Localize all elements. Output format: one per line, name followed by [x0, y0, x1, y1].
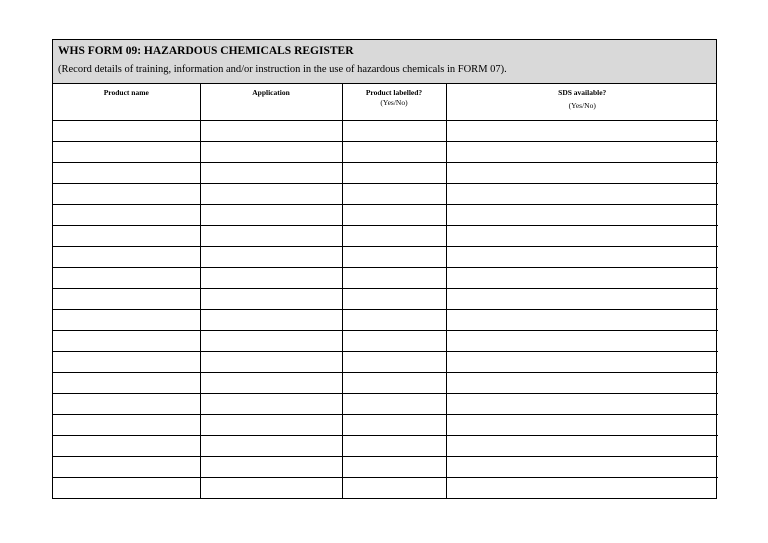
- application-cell[interactable]: [200, 372, 342, 393]
- product-labelled-cell[interactable]: [342, 141, 446, 162]
- table-row: [53, 225, 718, 246]
- product-labelled-cell[interactable]: [342, 183, 446, 204]
- product-labelled-cell[interactable]: [342, 393, 446, 414]
- product-labelled-cell[interactable]: [342, 477, 446, 498]
- sds-available-cell[interactable]: [446, 330, 718, 351]
- product-name-cell[interactable]: [53, 330, 200, 351]
- sds-available-cell[interactable]: [446, 183, 718, 204]
- table-row: [53, 477, 718, 498]
- application-cell[interactable]: [200, 456, 342, 477]
- product-name-cell[interactable]: [53, 456, 200, 477]
- register-table: [53, 84, 718, 498]
- table-row: [53, 204, 718, 225]
- table-row: [53, 330, 718, 351]
- table-row: [53, 372, 718, 393]
- table-row: [53, 162, 718, 183]
- product-labelled-cell[interactable]: [342, 225, 446, 246]
- sds-available-cell[interactable]: [446, 162, 718, 183]
- product-name-cell[interactable]: [53, 309, 200, 330]
- product-name-cell[interactable]: [53, 435, 200, 456]
- table-row: [53, 309, 718, 330]
- product-name-cell[interactable]: [53, 183, 200, 204]
- product-labelled-cell[interactable]: [342, 330, 446, 351]
- sds-available-cell[interactable]: [446, 414, 718, 435]
- sds-available-cell[interactable]: [446, 267, 718, 288]
- form-header: [53, 40, 716, 84]
- column-header-application: [200, 84, 342, 120]
- product-name-cell[interactable]: [53, 141, 200, 162]
- table-row: [53, 288, 718, 309]
- application-cell[interactable]: [200, 162, 342, 183]
- application-cell[interactable]: [200, 183, 342, 204]
- sds-available-cell[interactable]: [446, 351, 718, 372]
- application-cell[interactable]: [200, 477, 342, 498]
- product-name-cell[interactable]: [53, 351, 200, 372]
- product-name-cell[interactable]: [53, 225, 200, 246]
- application-cell[interactable]: [200, 435, 342, 456]
- product-name-cell[interactable]: [53, 372, 200, 393]
- column-header-product-labelled: [342, 84, 446, 120]
- sds-available-cell[interactable]: [446, 309, 718, 330]
- sds-available-cell[interactable]: [446, 393, 718, 414]
- table-row: [53, 267, 718, 288]
- application-cell[interactable]: [200, 120, 342, 141]
- column-sublabel: (Yes/No): [568, 101, 596, 110]
- sds-available-cell[interactable]: [446, 435, 718, 456]
- sds-available-cell[interactable]: [446, 141, 718, 162]
- product-labelled-cell[interactable]: [342, 162, 446, 183]
- sds-available-cell[interactable]: [446, 246, 718, 267]
- application-cell[interactable]: [200, 330, 342, 351]
- product-labelled-cell[interactable]: [342, 435, 446, 456]
- sds-available-cell[interactable]: [446, 120, 718, 141]
- column-label: Product labelled?: [365, 88, 423, 97]
- form-title: WHS FORM 09: HAZARDOUS CHEMICALS REGISTER: [58, 45, 354, 57]
- application-cell[interactable]: [200, 351, 342, 372]
- product-name-cell[interactable]: [53, 162, 200, 183]
- register-body: [53, 120, 718, 498]
- table-row: [53, 141, 718, 162]
- column-sublabel: (Yes/No): [380, 98, 408, 107]
- product-labelled-cell[interactable]: [342, 267, 446, 288]
- table-row: [53, 414, 718, 435]
- application-cell[interactable]: [200, 288, 342, 309]
- product-name-cell[interactable]: [53, 120, 200, 141]
- application-cell[interactable]: [200, 309, 342, 330]
- application-cell[interactable]: [200, 393, 342, 414]
- column-label: Application: [252, 88, 290, 97]
- product-labelled-cell[interactable]: [342, 120, 446, 141]
- application-cell[interactable]: [200, 225, 342, 246]
- column-header-sds-available: [446, 84, 718, 120]
- sds-available-cell[interactable]: [446, 225, 718, 246]
- sds-available-cell[interactable]: [446, 372, 718, 393]
- product-labelled-cell[interactable]: [342, 246, 446, 267]
- product-name-cell[interactable]: [53, 204, 200, 225]
- column-header-product-name: [53, 84, 200, 120]
- product-name-cell[interactable]: [53, 414, 200, 435]
- column-label: Product name: [103, 88, 149, 97]
- product-name-cell[interactable]: [53, 393, 200, 414]
- product-name-cell[interactable]: [53, 288, 200, 309]
- product-labelled-cell[interactable]: [342, 309, 446, 330]
- product-name-cell[interactable]: [53, 246, 200, 267]
- table-row: [53, 183, 718, 204]
- sds-available-cell[interactable]: [446, 477, 718, 498]
- product-labelled-cell[interactable]: [342, 288, 446, 309]
- table-row: [53, 435, 718, 456]
- application-cell[interactable]: [200, 246, 342, 267]
- product-name-cell[interactable]: [53, 267, 200, 288]
- product-labelled-cell[interactable]: [342, 414, 446, 435]
- application-cell[interactable]: [200, 204, 342, 225]
- product-labelled-cell[interactable]: [342, 351, 446, 372]
- sds-available-cell[interactable]: [446, 288, 718, 309]
- application-cell[interactable]: [200, 414, 342, 435]
- hazardous-chemicals-register-form: [52, 39, 717, 499]
- table-row: [53, 120, 718, 141]
- product-labelled-cell[interactable]: [342, 372, 446, 393]
- product-labelled-cell[interactable]: [342, 204, 446, 225]
- application-cell[interactable]: [200, 267, 342, 288]
- product-labelled-cell[interactable]: [342, 456, 446, 477]
- sds-available-cell[interactable]: [446, 204, 718, 225]
- table-row: [53, 351, 718, 372]
- table-row: [53, 246, 718, 267]
- table-row: [53, 456, 718, 477]
- product-name-cell[interactable]: [53, 477, 200, 498]
- column-label: SDS available?: [558, 88, 607, 97]
- sds-available-cell[interactable]: [446, 456, 718, 477]
- header-row: [53, 84, 718, 120]
- application-cell[interactable]: [200, 141, 342, 162]
- table-row: [53, 393, 718, 414]
- form-instructions: (Record details of training, information and/or instruction in the use of hazardous chemicals in FORM 07).: [58, 64, 507, 75]
